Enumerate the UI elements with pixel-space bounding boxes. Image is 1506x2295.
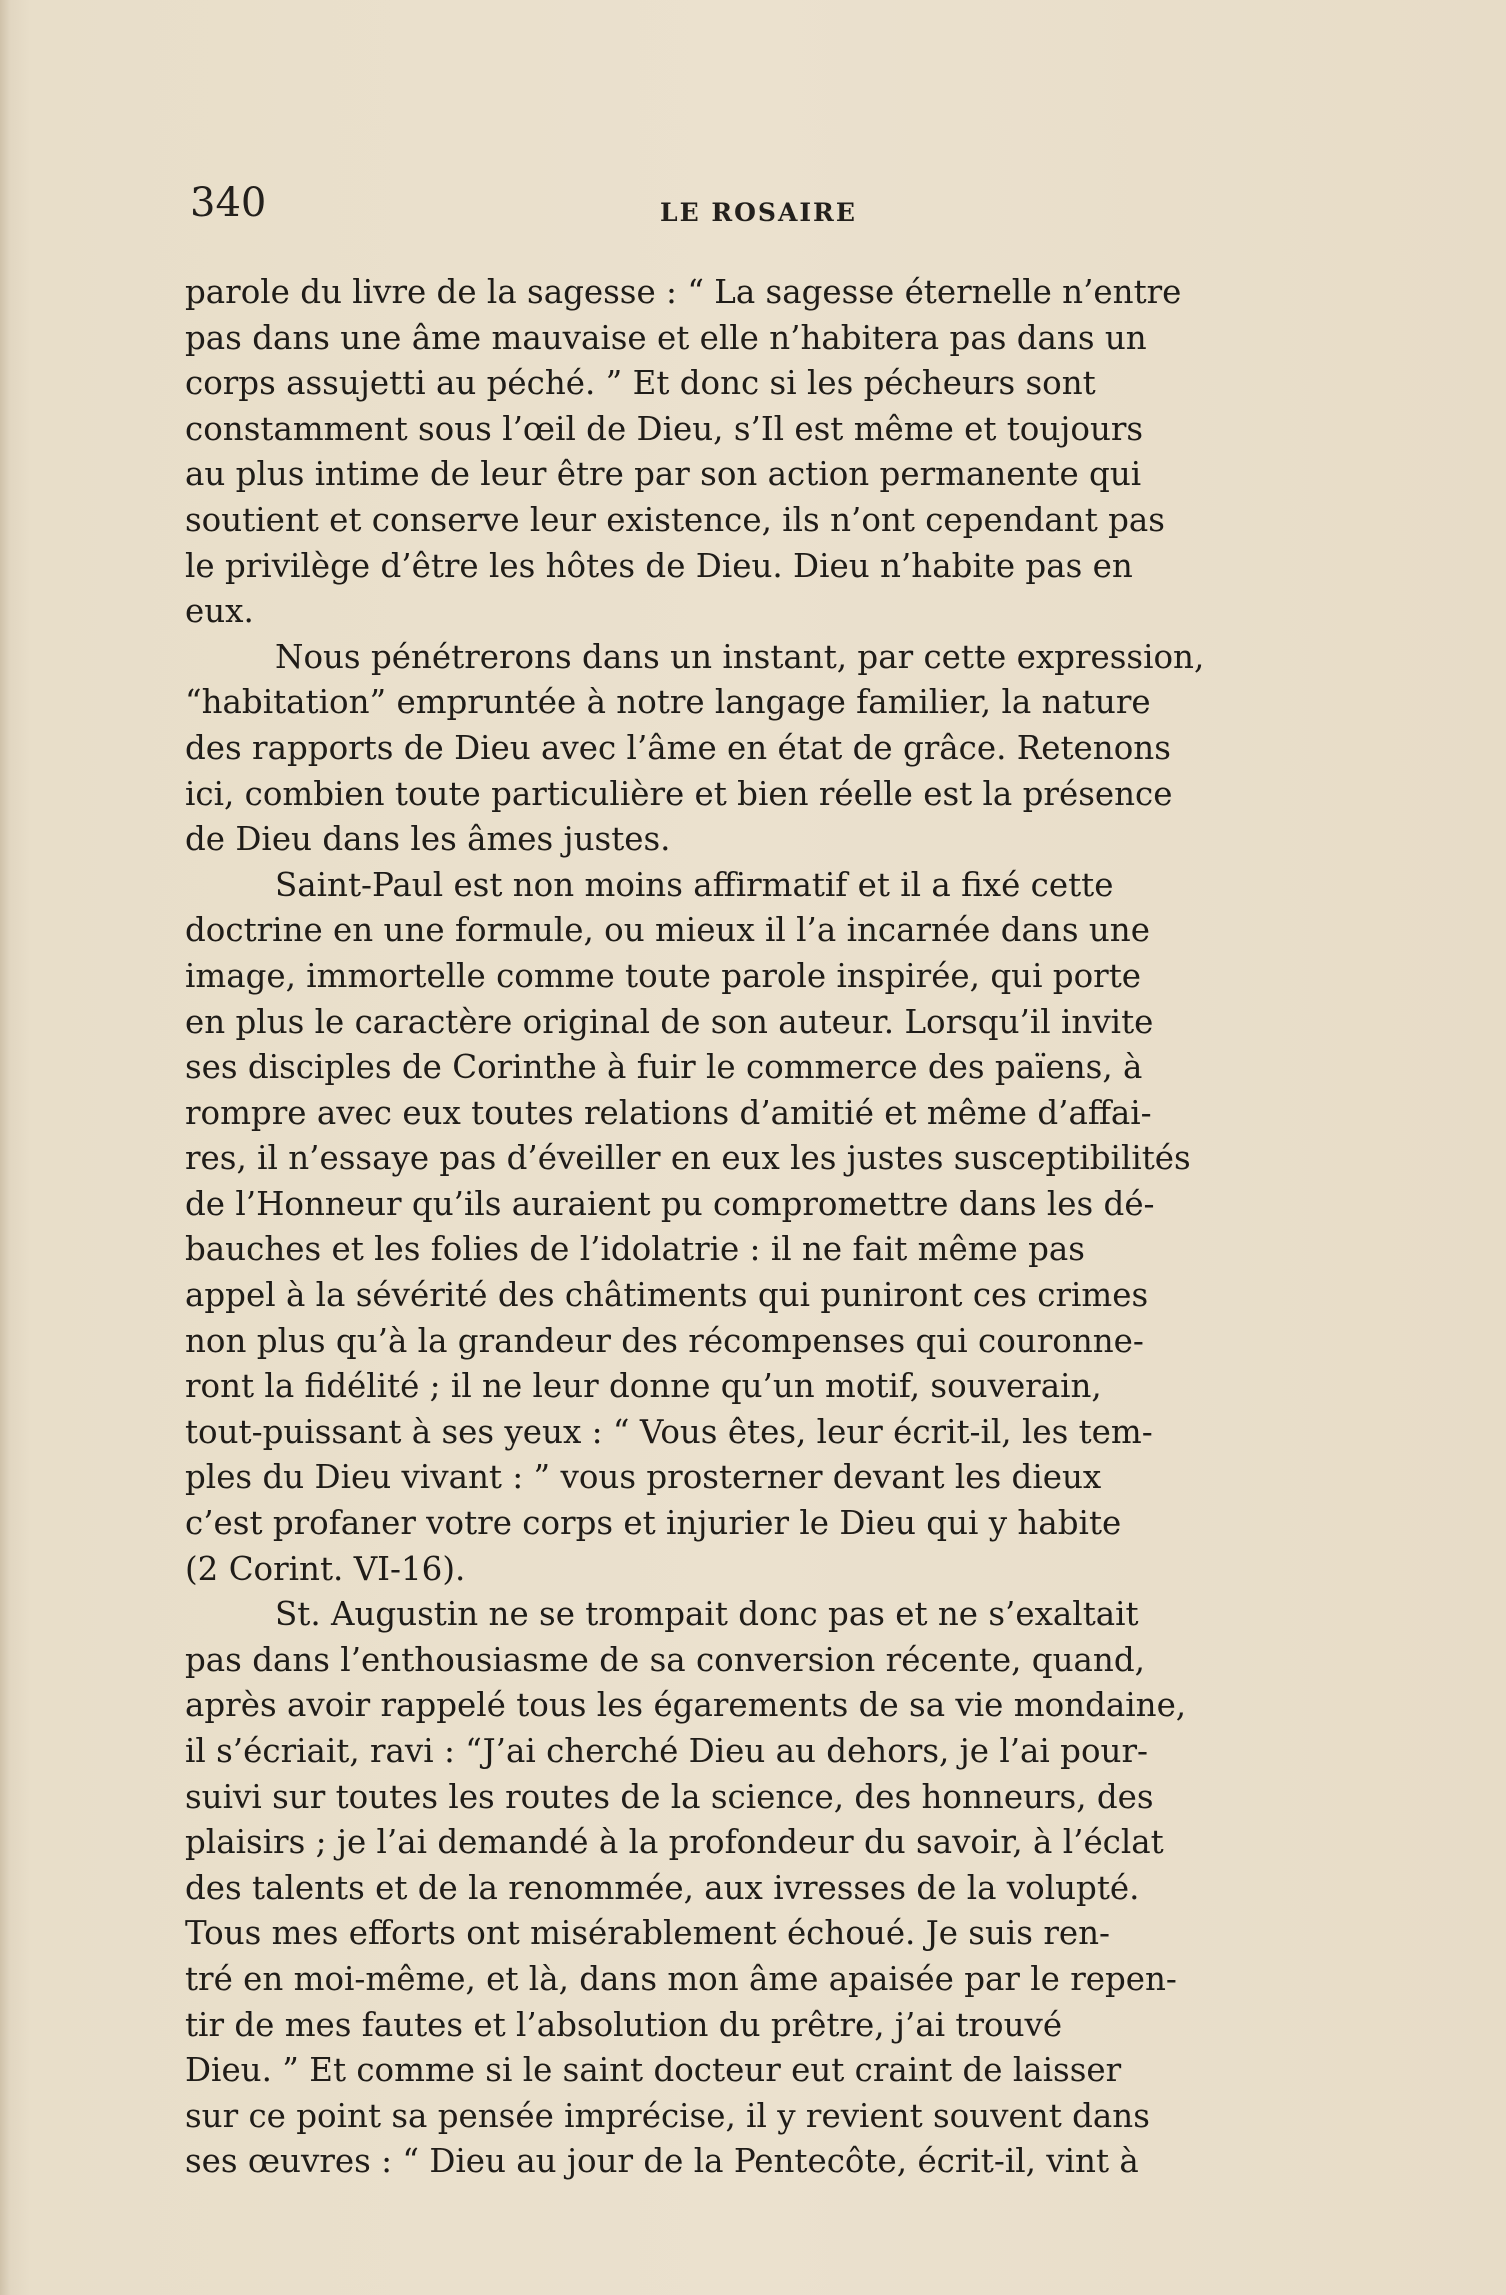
text-line: ses disciples de Corinthe à fuir le commerce des païens, à [185,1048,1143,1087]
text-line: après avoir rappelé tous les égarements de sa vie mondaine, [185,1686,1187,1725]
paragraph-2 [185,635,1330,863]
text-line: tré en moi-même, et là, dans mon âme apaisée par le repen- [185,1959,1177,1998]
text-line: de l’Honneur qu’ils auraient pu compromettre dans les dé- [185,1184,1155,1223]
text-line: image, immortelle comme toute parole inspirée, qui porte [185,956,1141,995]
text-line: Nous pénétrerons dans un instant, par cette expression, [275,637,1205,676]
text-line: ici, combien toute particulière et bien réelle est la présence [185,774,1173,813]
text-line: sur ce point sa pensée imprécise, il y revient souvent dans [185,2096,1150,2135]
text-line: le privilège d’être les hôtes de Dieu. Dieu n’habite pas en [185,546,1133,585]
text-line: eux. [185,592,254,631]
text-line: rompre avec eux toutes relations d’amitié et même d’affai- [185,1093,1152,1132]
paragraph-1 [185,270,1330,635]
body-text [185,270,1330,2185]
text-line: de Dieu dans les âmes justes. [185,820,671,859]
text-line: au plus intime de leur être par son action permanente qui [185,455,1142,494]
text-line: constamment sous l’œil de Dieu, s’Il est même et toujours [185,409,1144,448]
running-title: LE ROSAIRE [660,198,857,227]
text-line: soutient et conserve leur existence, ils n’ont cependant pas [185,500,1165,539]
page-gutter-edge [0,0,10,2295]
text-line: non plus qu’à la grandeur des récompenses qui couronne- [185,1321,1144,1360]
page-number: 340 [190,180,267,226]
text-line: pas dans une âme mauvaise et elle n’habitera pas dans un [185,318,1147,357]
text-line: res, il n’essaye pas d’éveiller en eux les justes susceptibilités [185,1139,1191,1178]
page-header [190,180,1340,240]
text-line: Dieu. ” Et comme si le saint docteur eut craint de laisser [185,2051,1122,2090]
text-line: “habitation” empruntée à notre langage familier, la nature [185,683,1151,722]
text-line: doctrine en une formule, ou mieux il l’a incarnée dans une [185,911,1150,950]
text-line: c’est profaner votre corps et injurier le Dieu qui y habite [185,1504,1122,1543]
text-line: des talents et de la renommée, aux ivresses de la volupté. [185,1868,1140,1907]
text-line: (2 Corint. VI-16). [185,1549,466,1588]
text-line: Tous mes efforts ont misérablement échoué. Je suis ren- [185,1914,1110,1953]
text-line: en plus le caractère original de son auteur. Lorsqu’il invite [185,1002,1154,1041]
text-line: Saint-Paul est non moins affirmatif et il a fixé cette [275,865,1114,904]
text-line: ront la fidélité ; il ne leur donne qu’un motif, souverain, [185,1367,1102,1406]
text-line: ses œuvres : “ Dieu au jour de la Pentecôte, écrit-il, vint à [185,2142,1139,2181]
text-line: plaisirs ; je l’ai demandé à la profondeur du savoir, à l’éclat [185,1823,1164,1862]
text-line: appel à la sévérité des châtiments qui puniront ces crimes [185,1276,1149,1315]
text-line: suivi sur toutes les routes de la science, des honneurs, des [185,1777,1154,1816]
text-line: tout-puissant à ses yeux : “ Vous êtes, leur écrit-il, les tem- [185,1412,1153,1451]
text-line: il s’écriait, ravi : “J’ai cherché Dieu au dehors, je l’ai pour- [185,1732,1148,1770]
text-line: tir de mes fautes et l’absolution du prêtre, j’ai trouvé [185,2005,1063,2044]
text-line: pas dans l’enthousiasme de sa conversion récente, quand, [185,1640,1145,1679]
text-line: corps assujetti au péché. ” Et donc si les pécheurs sont [185,364,1096,403]
paragraph-3 [185,863,1330,1593]
text-line: parole du livre de la sagesse : “ La sagesse éternelle n’entre [185,273,1182,311]
text-line: bauches et les folies de l’idolatrie : il ne fait même pas [185,1230,1085,1269]
text-line: St. Augustin ne se trompait donc pas et ne s’exaltait [275,1595,1139,1634]
text-line: des rapports de Dieu avec l’âme en état de grâce. Retenons [185,728,1171,767]
paragraph-4 [185,1592,1330,2185]
text-line: ples du Dieu vivant : ” vous prosterner devant les dieux [185,1458,1102,1497]
